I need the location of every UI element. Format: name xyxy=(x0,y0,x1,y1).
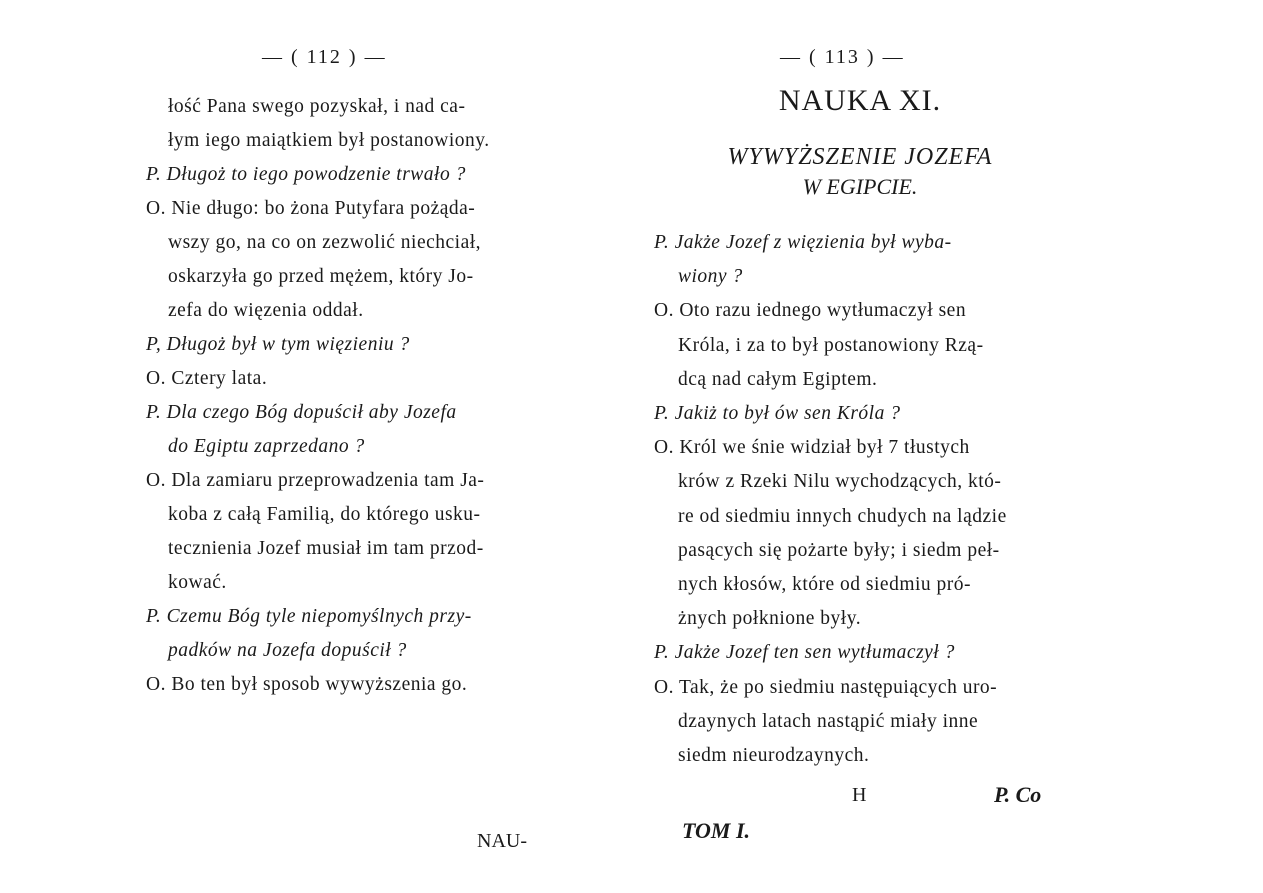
catchword: NAU- xyxy=(477,830,527,852)
text-line: tecznienia Jozef musiał im tam przod- xyxy=(168,538,484,559)
text-line: dcą nad całym Egiptem. xyxy=(678,368,878,390)
question-line: do Egiptu zaprzedano ? xyxy=(168,436,365,457)
text-line: O. Tak, że po siedmiu następuiących uro- xyxy=(654,676,998,698)
chapter-subtitle: W EGIPCIE. xyxy=(802,174,918,199)
text-line: O. Król we śnie widział był 7 tłustych xyxy=(654,437,970,459)
left-page xyxy=(0,0,620,893)
volume-mark: TOM I. xyxy=(682,818,751,843)
text-line: O. Cztery lata. xyxy=(146,368,268,389)
text-line: kować. xyxy=(168,572,227,593)
text-line: nych kłosów, które od siedmiu pró- xyxy=(678,574,972,595)
text-line: O. Bo ten był sposob wywyższenia go. xyxy=(146,674,468,695)
text-line: łość Pana swego pozyskał, i nad ca- xyxy=(168,96,466,117)
question-line: padków na Jozefa dopuścił ? xyxy=(168,640,407,661)
text-line: dzaynych latach nastąpić miały inne xyxy=(678,710,979,732)
question-line: P, Długoż był w tym więzieniu ? xyxy=(146,334,410,355)
right-page xyxy=(630,0,1263,893)
signature-mark: H xyxy=(852,784,867,806)
text-line: re od siedmiu innych chudych na lądzie xyxy=(678,505,1007,527)
question-line: P. Dla czego Bóg dopuścił aby Jozefa xyxy=(146,402,457,423)
text-line: zefa do więzenia oddał. xyxy=(168,300,364,321)
question-line: P. Jakże Jozef ten sen wytłumaczył ? xyxy=(654,642,955,664)
text-line: łym iego maiątkiem był postanowiony. xyxy=(168,130,490,151)
page-number-header: — ( 112 ) — xyxy=(262,46,387,68)
text-line: O. Dla zamiaru przeprowadzenia tam Ja- xyxy=(146,470,485,491)
text-line: koba z całą Familią, do którego usku- xyxy=(168,504,481,525)
text-line: żnych połknione były. xyxy=(678,608,862,630)
page-number-header: — ( 113 ) — xyxy=(780,46,905,68)
text-line: O. Nie długo: bo żona Putyfara pożąda- xyxy=(146,198,476,219)
question-line: P. Jakiż to był ów sen Króla ? xyxy=(654,403,901,424)
question-line: P. Długoż to iego powodzenie trwało ? xyxy=(146,164,466,185)
chapter-title: NAUKA XI. xyxy=(778,84,942,117)
catchword: P. Co xyxy=(994,782,1042,807)
text-line: krów z Rzeki Nilu wychodzących, któ- xyxy=(678,471,1002,493)
chapter-subtitle: WYWYŻSZENIE JOZEFA xyxy=(727,144,993,170)
text-line: O. Oto razu iednego wytłumaczył sen xyxy=(654,300,967,322)
question-line: P. Jakże Jozef z więzienia był wyba- xyxy=(654,232,952,253)
question-line: wiony ? xyxy=(678,266,743,288)
text-line: wszy go, na co on zezwolić niechciał, xyxy=(168,232,482,253)
text-line: pasących się pożarte były; i siedm peł- xyxy=(678,539,1000,561)
text-line: oskarzyła go przed mężem, który Jo- xyxy=(168,266,474,287)
text-line: Króla, i za to był postanowiony Rzą- xyxy=(678,334,984,356)
text-line: siedm nieurodzaynych. xyxy=(678,745,870,766)
question-line: P. Czemu Bóg tyle niepomyślnych przy- xyxy=(146,606,472,627)
